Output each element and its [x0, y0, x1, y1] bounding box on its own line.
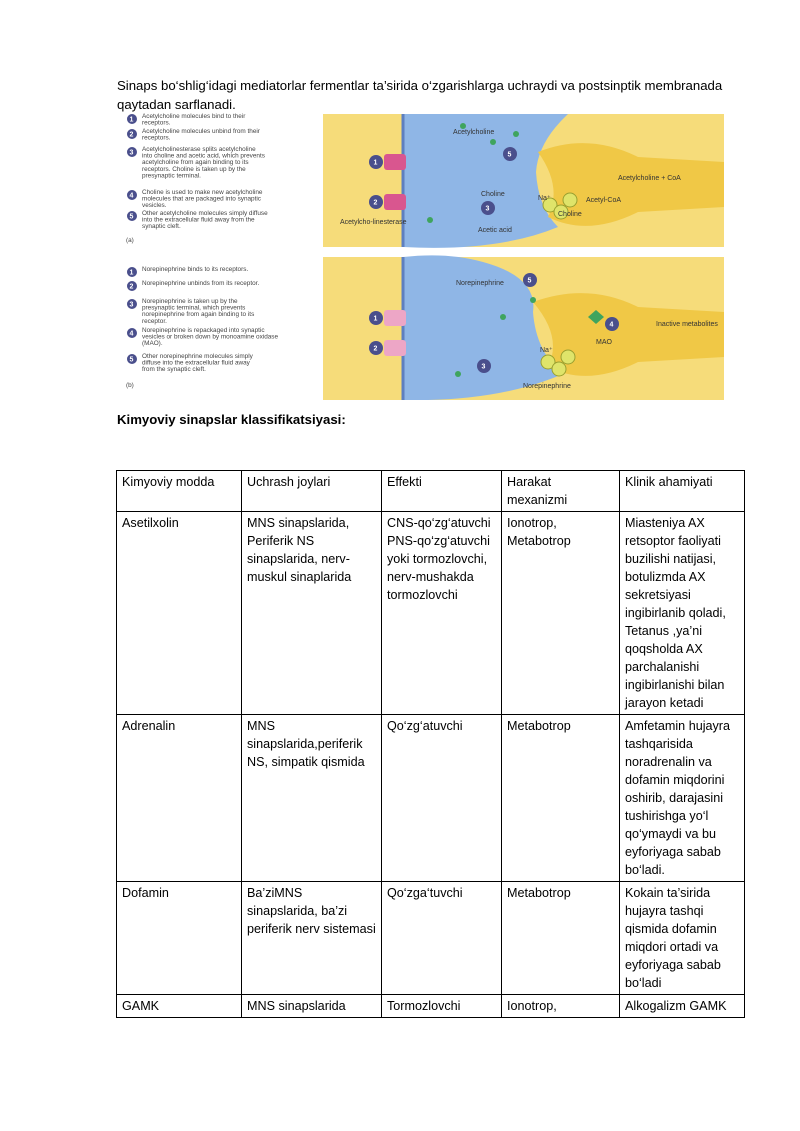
label-acetyl-coa: Acetyl-CoA: [586, 197, 622, 204]
table-cell: Qo‘zg‘atuvchi: [382, 715, 502, 882]
step-a5: Other acetylcholine molecules simply diffuse into the extracellular fluid away from the synaptic cleft.: [142, 210, 268, 231]
header-cell: Uchrash joylari: [242, 471, 382, 512]
table-cell: Amfetamin hujayra tashqarisida noradrenalin va dofamin miqdorini oshirib, darajasini tushirishga yo‘l qo‘ymaydi va bu eyforiyaga sabab bo‘ladi.: [620, 715, 745, 882]
label-na-b: Na⁺: [540, 347, 553, 354]
step-a4: Choline is used to make new acetylcholine molecules that are packaged into synaptic vesicles.: [142, 189, 263, 210]
label-inactive-metabolites: Inactive metabolites: [656, 321, 718, 328]
step-a3: Acetylcholinesterase splits acetylcholine into choline and acetic acid, which prevents acetylcholine from again binding to its receptors. Choline is taken up by the presynaptic terminal.: [142, 146, 265, 180]
label-norepinephrine-2: Norepinephrine: [523, 383, 571, 390]
label-acetylcholine-coa: Acetylcholine + CoA: [618, 175, 681, 182]
table-cell: MNS sinapslarida: [242, 995, 382, 1018]
svg-text:3: 3: [129, 149, 134, 157]
label-mao: MAO: [596, 339, 612, 346]
intro-paragraph: Sinaps bo‘shlig‘idagi mediatorlar fermentlar ta’sirida o‘zgarishlarga uchraydi va postsinptik membranada qaytadan sarflanadi.: [117, 78, 723, 112]
figure-panel-a: [126, 113, 724, 248]
synapse-figure: [118, 112, 724, 400]
table-cell: Asetilxolin: [117, 512, 242, 715]
table-cell: Metabotrop: [502, 715, 620, 882]
table-cell: Ionotrop,: [502, 995, 620, 1018]
step-a1: Acetylcholine molecules bind to their receptors.: [142, 113, 246, 127]
svg-text:2: 2: [129, 131, 134, 139]
header-cell: Kimyoviy modda: [117, 471, 242, 512]
svg-text:5: 5: [527, 277, 532, 285]
svg-text:1: 1: [129, 116, 134, 124]
svg-text:2: 2: [373, 345, 378, 353]
table-cell: Ba’ziMNS sinapslarida, ba’zi periferik nerv sistemasi: [242, 882, 382, 995]
label-choline: Choline: [481, 191, 505, 198]
table-cell: Kokain ta’sirida hujayra tashqi qismida dofamin miqdori ortadi va eyforiyaga sabab bo‘ladi: [620, 882, 745, 995]
table-cell: Miasteniya AX retsoptor faoliyati buzilishi natijasi, botulizmda AX sekretsiyasi ingibirlanib qoladi, Tetanus ,ya’ni qoqsholda AX parchalanishi ingibirlanishi bilan jarayon ketadi: [620, 512, 745, 715]
step-b4: Norepinephrine is repackaged into synaptic vesicles or broken down by monoamine oxidase (MAO).: [142, 327, 279, 348]
svg-text:3: 3: [481, 363, 486, 371]
step-b5: Other norepinephrine molecules simply diffuse into the extracellular fluid away from the synaptic cleft.: [142, 353, 253, 374]
label-acetic-acid: Acetic acid: [478, 227, 512, 234]
table-cell: Ionotrop, Metabotrop: [502, 512, 620, 715]
table-cell: Metabotrop: [502, 882, 620, 995]
svg-text:5: 5: [129, 213, 134, 221]
panel-b-label: (b): [126, 382, 134, 389]
svg-text:1: 1: [129, 269, 134, 277]
svg-text:5: 5: [507, 151, 512, 159]
section-heading: Kimyoviy sinapslar klassifikatsiyasi:: [117, 412, 346, 427]
table-cell: MNS sinapslarida, Periferik NS sinapslarida, nerv-muskul sinaplarida: [242, 512, 382, 715]
table-cell: MNS sinapslarida,periferik NS, simpatik qismida: [242, 715, 382, 882]
table-header-row: [117, 471, 745, 512]
panel-a-label: (a): [126, 237, 134, 244]
table-cell: Alkogalizm GAMK: [620, 995, 745, 1018]
table-row: [117, 512, 745, 715]
figure-panel-b: [126, 255, 724, 400]
table-cell: Qo‘zga‘tuvchi: [382, 882, 502, 995]
svg-text:4: 4: [129, 330, 134, 338]
receptor-a2: [384, 194, 406, 210]
svg-text:1: 1: [373, 159, 378, 167]
svg-text:3: 3: [129, 301, 134, 309]
panel-a-steps: [126, 113, 268, 244]
step-a2: Acetylcholine molecules unbind from their receptors.: [142, 128, 260, 142]
header-cell: Harakat mexanizmi: [502, 471, 620, 512]
svg-text:4: 4: [129, 192, 134, 200]
label-na-a: Na⁺: [538, 195, 551, 202]
receptor-b2: [384, 340, 406, 356]
table-row: [117, 882, 745, 995]
header-cell: Klinik ahamiyati: [620, 471, 745, 512]
table-row: [117, 995, 745, 1018]
svg-text:3: 3: [485, 205, 490, 213]
svg-text:1: 1: [373, 315, 378, 323]
table-cell: GAMK: [117, 995, 242, 1018]
table-cell: CNS-qo‘zg‘atuvchi PNS-qo‘zg‘atuvchi yoki tormozlovchi, nerv-mushakda tormozlovchi: [382, 512, 502, 715]
label-norepinephrine: Norepinephrine: [456, 280, 504, 287]
label-acetylcholine: Acetylcholine: [453, 129, 495, 136]
table-cell: Tormozlovchi: [382, 995, 502, 1018]
svg-text:2: 2: [373, 199, 378, 207]
table-row: [117, 715, 745, 882]
label-choline-2: Choline: [558, 211, 582, 218]
table-cell: Adrenalin: [117, 715, 242, 882]
svg-text:5: 5: [129, 356, 134, 364]
synapse-classification-table: [116, 470, 745, 1018]
step-b1: Norepinephrine binds to its receptors.: [142, 266, 249, 273]
svg-text:4: 4: [609, 321, 614, 329]
panel-b-steps: [126, 266, 278, 389]
receptor-b1: [384, 310, 406, 326]
step-b2: Norepinephrine unbinds from its receptor.: [142, 280, 260, 287]
header-cell: Effekti: [382, 471, 502, 512]
svg-text:2: 2: [129, 283, 134, 291]
table-cell: Dofamin: [117, 882, 242, 995]
label-acetylcholinesterase: Acetylcho-linesterase: [340, 219, 407, 226]
receptor-a1: [384, 154, 406, 170]
step-b3: Norepinephrine is taken up by the presynaptic terminal, which prevents norepinephrine from again binding to its receptor.: [142, 298, 255, 325]
